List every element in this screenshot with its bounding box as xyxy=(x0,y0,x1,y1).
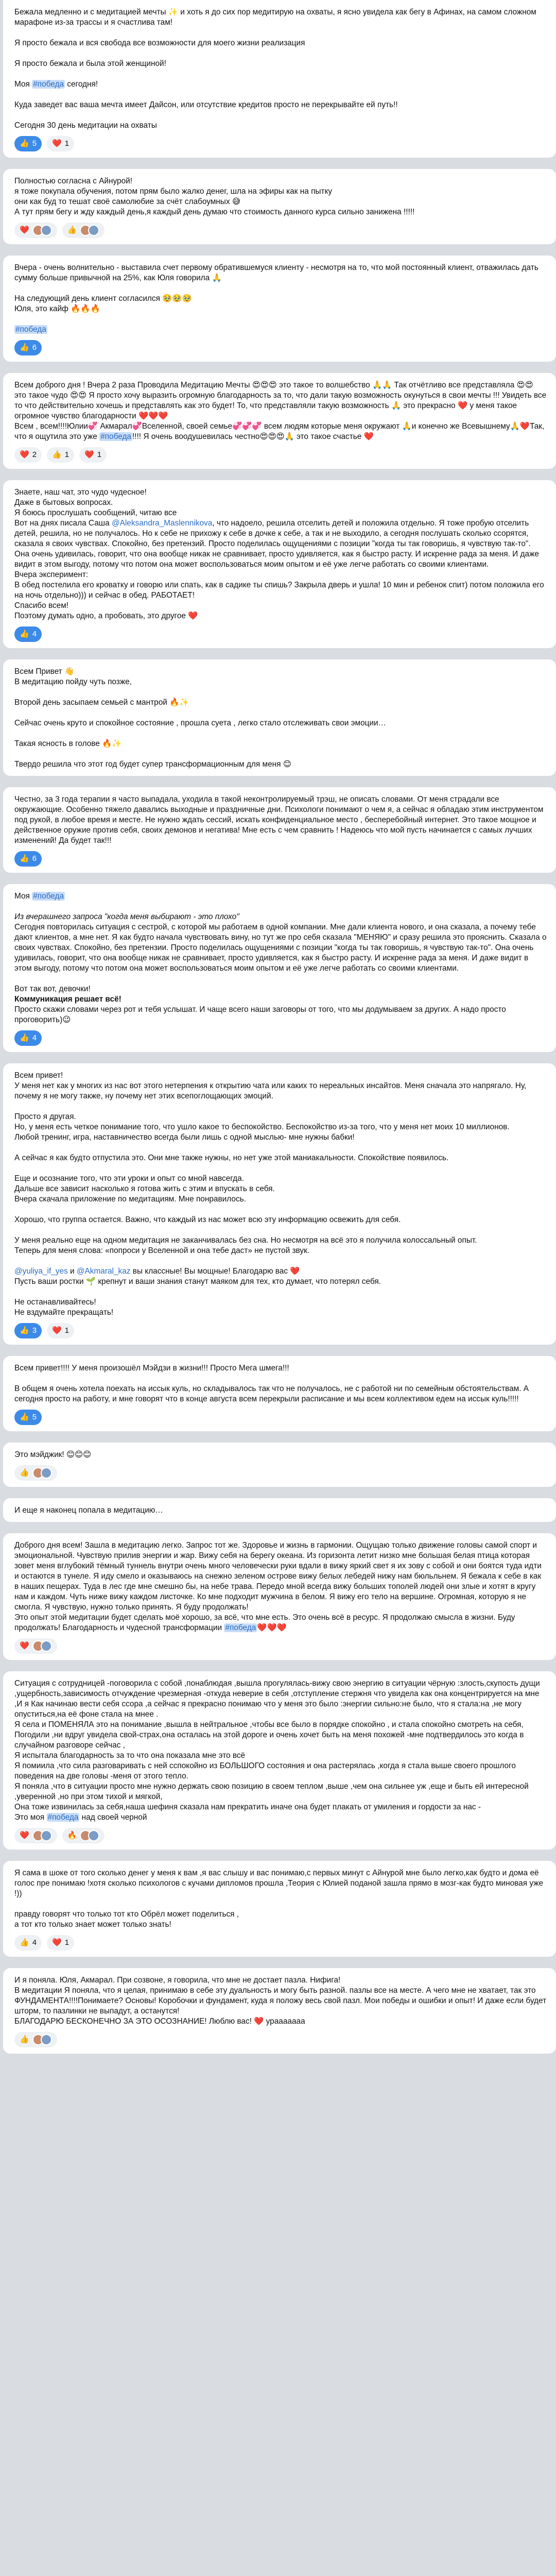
hashtag-link[interactable]: #победа xyxy=(15,325,46,334)
message-line: Всем привет!!!! У меня произошёл Мэйдзи в жизни!!! Просто Мега шмега!!! xyxy=(14,1364,289,1372)
hashtag-link[interactable]: #победа xyxy=(47,1813,79,1822)
reactions-row xyxy=(14,1638,547,1654)
reaction-chip[interactable] xyxy=(14,1410,42,1425)
reactions-row xyxy=(14,136,547,151)
reaction-chip[interactable] xyxy=(62,1828,105,1843)
message-line: они как буд то тешат своё самолюбие за счёт слабоумных 😅 xyxy=(14,197,240,206)
message-line: Ситуация с сотрудницей -поговорила с собой ,понаблюдая ,вышла прогулялась-вижу свою энергию в ситуации чёрную :злость,скупость дущи ,ущербность,зависимость отчуждение чрезмерная -откуда неверие в себя ,отступление стержня что увидела как она концентрируется на мне ,И я Как начинаю вести себя ссора ,а сейчас я прекрасно понимаю что у меня это было :энергии сильно:не было, что я стала:на ,не могу опуститься,на её фоне стала на мнее . xyxy=(14,1679,543,1719)
avatar xyxy=(41,225,52,236)
reaction-chip[interactable] xyxy=(14,340,42,355)
reactions-row xyxy=(14,626,547,642)
message-bubble[interactable] xyxy=(3,1443,556,1487)
message-bubble[interactable] xyxy=(3,169,556,244)
message-line: Вот на днях писала Саша @Aleksandra_Maslennikova, что надоело, решила отселить детей и положила отдельно. Я тоже пробую отселить детей, решила, но не получалось. Но к себе не прихожу к себе в дочке к себе, а так и не выходило, а сегодня послушать сколько ссорятся, сказала я своих чувствах. Спокойно, без претензий. Просто поделилась ощущениями с позиции "когда ты так говоришь, я чувствую так-то". Она очень удивилась, говорит, что она вообще никак не сравнивает, просто удивляется, как я быстро расту. И искренне рада за меня. И даже видит в этом выгоду, потому что потом она может воспользоваться моим опытом и её уже легче работать со своими клиентами. xyxy=(14,519,542,569)
avatar xyxy=(41,1830,52,1841)
reaction-emoji-icon: 👍 xyxy=(52,450,62,459)
hashtag-link[interactable]: #победа xyxy=(33,80,64,89)
reactions-row xyxy=(14,223,547,238)
reaction-emoji-icon: 👍 xyxy=(67,226,77,234)
message-line: А тут прям бегу и жду каждый день,я каждый день думаю что стоимость данного курса сильно занижена !!!!! xyxy=(14,208,415,216)
reaction-emoji-icon: 👍 xyxy=(20,1033,29,1042)
reactions-row xyxy=(14,1030,547,1046)
reaction-chip[interactable] xyxy=(79,447,107,463)
reaction-emoji-icon: ❤️ xyxy=(20,450,29,459)
avatar xyxy=(41,1467,52,1479)
reaction-chip[interactable] xyxy=(14,1323,42,1338)
reaction-emoji-icon: ❤️ xyxy=(52,1326,62,1335)
hashtag-link[interactable]: #победа xyxy=(100,432,131,441)
message-line: У меня реально еще на одном медитация не заканчивалась без сна. Но несмотря на всё это я получила колоссальный опыт. xyxy=(14,1236,477,1245)
message-line: Я просто бежала и вся свобода все возможности для моего жизни реализация xyxy=(14,39,305,47)
message-line xyxy=(14,69,547,79)
message-line xyxy=(14,728,547,739)
message-line: @yuliya_if_yes и @Akmaral_kaz вы классные! Вы мощные! Благодарю вас ❤️ xyxy=(14,1267,300,1276)
mention-link[interactable]: @Aleksandra_Maslennikova xyxy=(111,519,213,528)
avatar xyxy=(41,2034,52,2045)
message-line: Вчера эксперимент: xyxy=(14,570,89,579)
message-line xyxy=(14,1287,547,1297)
message-line: На следующий день клиент согласился 🥹🥹🥹 xyxy=(14,294,192,303)
message-line xyxy=(14,1899,547,1909)
message-line: Моя #победа сегодня! xyxy=(14,80,98,89)
message-line xyxy=(14,974,547,984)
message-line: Это опыт этой медитации будет сделать моё хорошо, за всё, что мне есть. Это очень всё в ресурс. Я продолжаю смысла в жизни. Буду продолжать! Благодарность и чудесной трансформации #победа ❤️❤️❤️ xyxy=(14,1613,517,1632)
reaction-emoji-icon: 🔥 xyxy=(67,1831,77,1840)
reactions-row xyxy=(14,1828,547,1843)
reaction-count: 1 xyxy=(64,1326,70,1335)
reaction-emoji-icon: 👍 xyxy=(20,630,29,638)
reaction-count: 1 xyxy=(64,450,70,459)
message-line: правду говорят что только тот кто Обрёл может поделиться , xyxy=(14,1910,239,1919)
message-line: Полностью согласна с Айнурой! xyxy=(14,177,133,185)
reaction-count: 1 xyxy=(64,1938,70,1947)
message-line: И еще я наконец попала в медитацию… xyxy=(14,1506,163,1515)
reactor-avatars xyxy=(80,225,99,236)
reaction-emoji-icon: ❤️ xyxy=(20,1641,29,1650)
message-line: Просто скажи словами через рот и тебя услышат. И чаще всего наши заговоры от того, что мы додумываем за других. А надо просто проговорить)😉 xyxy=(14,1005,509,1024)
message-line: В медитацию пойду чуть позже, xyxy=(14,677,132,686)
reaction-count: 1 xyxy=(64,139,70,148)
message-line xyxy=(14,1256,547,1266)
message-bubble[interactable] xyxy=(3,1533,556,1660)
message-line: Даже в бытовых вопросах. xyxy=(14,498,113,507)
message-line: Вчера скачала приложение по медитациям. Мне понравилось. xyxy=(14,1195,246,1204)
message-line xyxy=(14,1163,547,1174)
message-bubble[interactable] xyxy=(3,256,556,362)
reaction-emoji-icon: 👍 xyxy=(20,1468,29,1477)
message-bubble[interactable] xyxy=(3,1356,556,1431)
reaction-chip[interactable] xyxy=(14,1030,42,1046)
hashtag-link[interactable]: #победа xyxy=(33,892,64,901)
message-line: Такая ясность в голове 🔥✨ xyxy=(14,739,122,748)
message-line: Я помиила ,что сила разговаривать с ней сспокойно из БОЛЬШОГО состояния и она растерялась ,когда я стала выше своего прошлого поведения на две головы -меня от этого тепло. xyxy=(14,1761,518,1781)
avatar xyxy=(41,1640,52,1652)
message-bubble[interactable] xyxy=(3,1498,556,1522)
reactions-row xyxy=(14,1465,547,1481)
message-line xyxy=(14,325,547,335)
message-line xyxy=(14,1225,547,1235)
message-line: Второй день засыпаем семьей с мантрой 🔥✨ xyxy=(14,698,189,707)
reaction-count: 6 xyxy=(32,854,37,863)
reaction-emoji-icon: 👍 xyxy=(20,1326,29,1335)
message-line: Моя #победа xyxy=(14,892,64,901)
reaction-chip[interactable] xyxy=(14,447,42,463)
reaction-emoji-icon: 👍 xyxy=(20,854,29,863)
avatar xyxy=(88,1830,99,1841)
avatar xyxy=(88,225,99,236)
message-bubble[interactable] xyxy=(3,0,556,158)
message-line: Честно, за 3 года терапии я часто выпадала, уходила в такой неконтролируемый трэш, не описать словами. От меня страдали все окружающие. Особенно тяжело давались выходные и праздничные дни. Психологи понимают о чем я, а сейчас я обладаю этим инструментом под рукой, в любое время и месте. Не нужно ждать сессий, искать конфиденциальное место , бесперебойный интернет. Это такое мощное и действенное оружие против себя, своих демонов и негатива! Мне есть с чем сравнить ! Надеюсь что мой пусть начинается с самых лучших изменений! Да будет так!!! xyxy=(14,795,546,845)
message-line xyxy=(14,48,547,59)
message-line: Не останавливайтесь! xyxy=(14,1298,96,1307)
reactions-row xyxy=(14,340,547,355)
reaction-chip[interactable] xyxy=(47,1935,74,1951)
message-line xyxy=(14,90,547,100)
message-line: Спасибо всем! xyxy=(14,601,69,610)
reactor-avatars xyxy=(80,1830,99,1841)
hashtag-link[interactable]: #победа xyxy=(225,1623,256,1632)
message-bubble[interactable] xyxy=(3,1671,556,1850)
message-bubble[interactable] xyxy=(3,373,556,469)
reaction-count: 4 xyxy=(32,1938,37,1947)
reaction-chip[interactable] xyxy=(47,447,74,463)
message-bubble[interactable] xyxy=(3,787,556,873)
reaction-chip[interactable] xyxy=(14,223,57,238)
message-line: Не вздумайте прекращать! xyxy=(14,1308,114,1317)
message-line xyxy=(14,1101,547,1112)
reactor-avatars xyxy=(32,1830,52,1841)
reaction-chip[interactable] xyxy=(47,136,74,151)
reaction-chip[interactable] xyxy=(14,2032,57,2047)
message-line: Погодили ,ни вдруг увидела свой-страх,она осталась на этой дороге и очень хочет быть на меня похожей -мне подтвердилось это когда в случайном разговоре сейчас , xyxy=(14,1731,526,1750)
message-line: А сейчас я как будто отпустила это. Они мне также нужны, но нет уже этой маниакальности. Спокойствие появилось. xyxy=(14,1154,449,1162)
message-line: БЛАГОДАРЮ БЕСКОНЕЧНО ЗА ЭТО ОСОЗНАНИЕ! Люблю вас! ❤️ урааааааа xyxy=(14,2017,305,2026)
reaction-emoji-icon: 👍 xyxy=(20,1413,29,1421)
reaction-emoji-icon: 👍 xyxy=(20,2035,29,2044)
message-line: Это мэйджик! 😊😊😊 xyxy=(14,1450,92,1459)
message-line: Теперь для меня слова: «попроси у Вселенной и она тебе даст» не пустой звук. xyxy=(14,1246,310,1255)
message-line: Любой тренинг, игра, наставничество всегда были лишь с одной мыслью- мне нужны бабки! xyxy=(14,1133,355,1142)
message-line: Еще и осознание того, что эти уроки и опыт со мной навсегда. xyxy=(14,1174,244,1183)
message-line xyxy=(14,110,547,121)
message-line: я тоже покупала обучения, потом прям было жалко денег, шла на эфиры как на пытку xyxy=(14,187,333,196)
message-line: Всем , всем!!!!Юлии💞 Акмарал💞Вселенной, своей семье💞💞💞 всем людям которые меня окружают 🙏и конечно же Всевышнему🙏❤️Так, что я ощутила это уже #победа !!!! Я очень воодушевилась честно😍😍😍🙏 это такое счастье ❤️ xyxy=(14,422,547,441)
reaction-chip[interactable] xyxy=(14,851,42,867)
message-line: Вчера - очень волнительно - выставила счет первому обратившемуся клиенту - несмотря на то, что мой постоянный клиент, отважилась дать сумму больше привычной на 25%, как Юля говорила 🙏 xyxy=(14,263,541,282)
reaction-chip[interactable] xyxy=(47,1323,74,1338)
message-line: Я поняла ,что в ситуации просто мне нужно держать свою позицию в своем теплом ,выше ,чем она сильнее уж ,еще и быть ей интересной ,уверенной ,но при этом тихой и мягкой, xyxy=(14,1782,531,1801)
reactions-row xyxy=(14,1323,547,1338)
message-line: Дальше все зависит насколько я готова жить с этим и впускать в себя. xyxy=(14,1184,275,1193)
message-line xyxy=(14,1374,547,1384)
reaction-emoji-icon: ❤️ xyxy=(52,139,62,148)
message-line xyxy=(14,749,547,759)
reactions-row xyxy=(14,1935,547,1951)
reaction-emoji-icon: 👍 xyxy=(20,343,29,352)
reactions-row xyxy=(14,851,547,867)
reaction-emoji-icon: 👍 xyxy=(20,1938,29,1947)
message-bubble[interactable] xyxy=(3,480,556,648)
message-line xyxy=(14,314,547,325)
message-line xyxy=(14,1143,547,1153)
reaction-count: 1 xyxy=(97,450,102,459)
reactions-row xyxy=(14,1410,547,1425)
reaction-chip[interactable] xyxy=(14,136,42,151)
reaction-count: 4 xyxy=(32,630,37,638)
reaction-chip[interactable] xyxy=(14,1828,57,1843)
message-line: В обед постелила его кроватку и говорю или спать, как в садике ты спишь? Закрыла дверь и ушла! 10 мин и ребенок спит) потом положила его на ночь отдельно))) и сейчас в обед. РАБОТАЕТ! xyxy=(14,581,546,600)
message-line: Сегодня повторилась ситуация с сестрой, с которой мы работаем в одной компании. Мне дали клиента нового, и она сказала, а почему тебе дают клиентов, а мне нет. Я как будто начала чувствовать вину, но тут же про себя сказала "МЕНЯЮ" и сразу решила это прояснить. Сказала о своих чувствах. Спокойно, без претензии. Просто поделилась ощущениями с позиции "когда ты так говоришь, я чувствую так-то". Она очень удивилась, говорит, что она вообще никак не сравнивает, просто удивляется, как я быстро расту. И искренне рада за меня. И даже видит в этом выгоду, потому что потом она может воспользоваться моим опытом и её уже легче работать со своими клиентами. xyxy=(14,923,549,973)
message-line: В общем я очень хотела поехать на иссык куль, но складывалось так что не получалось, не с работой ни по семейным обстоятельствам. А сегодня просто на работу, и мне говорят что в конце августа всем перекрыли расписание и мы всем коллективом едем на иссык куль!!!!! xyxy=(14,1384,531,1403)
message-line: Всем Привет 👋 xyxy=(14,667,75,676)
message-line: Вот так вот, девочки! xyxy=(14,985,91,993)
message-line: В медитации Я поняла, что я целая, принимаю в себе эту дуальность и могу быть разной. пазлы все на месте. А чего мне не хватает, так это ФУНДАМЕНТА!!!!Понимаете? Основы! Коробочки и фундамент, куда я положу весь свой пазл. Мои победы и ошибки и опыт! И даже если будет шторм, то пазлинки не выпадут, а останутся! xyxy=(14,1986,549,2015)
message-bubble[interactable] xyxy=(3,1063,556,1345)
message-line: Куда заведет вас ваша мечта имеет Дайсон, или отсутствие кредитов просто не перекрывайте ей путь!! xyxy=(14,100,398,109)
reaction-count: 6 xyxy=(32,343,37,352)
message-line: Всем доброго дня ! Вчера 2 раза Проводила Медитацию Мечты 😍😍😍 это такое то волшебство 🙏🙏 Так отчётливо все представляла 😍😍 это такое чудо 😍😍 Я просто хочу выразить огромную благодарность за то, что дали такую возможность окунуться в свои мечты !!! Увидеть все то что действительно хочешь и представлять как это будет! То, что представляли такую возможность 🙏 это прекрасно ❤️ у меня такое огромное чувство благодарности ❤️❤️❤️ xyxy=(14,381,549,420)
message-line: Знаете, наш чат, это чудо чудесное! xyxy=(14,488,147,497)
message-line xyxy=(14,283,547,294)
message-line: Из вчерашнего запроса "когда меня выбирают - это плохо" xyxy=(14,912,239,921)
message-line xyxy=(14,687,547,698)
reaction-emoji-icon: ❤️ xyxy=(84,450,94,459)
message-line: Но, у меня есть четкое понимание того, что ушло какое то беспокойство. Беспокойство из-за того, что у меня нет моих 10 миллионов. xyxy=(14,1123,510,1131)
message-line xyxy=(14,708,547,718)
message-line: Пусть ваши ростки 🌱 крепнут и ваши знания станут маяком для тех, кто думает, что потерял себя. xyxy=(14,1277,381,1286)
message-line: Твердо решила что этот год будет супер трансформационным для меня 😊 xyxy=(14,760,291,769)
reactor-avatars xyxy=(32,2034,52,2045)
message-line: Я сама в шоке от того сколько денег у меня к вам ,я вас слышу и вас понимаю,с первых минут с Айнурой мне было легко,как будто и дома её голос пре понимаю !хотя сколько психологов с кучами дипломов прошла ,Теория с Юлией поданой зашла прямо в мозг-как будто миновая уже !)) xyxy=(14,1869,546,1898)
reaction-emoji-icon: ❤️ xyxy=(20,1831,29,1840)
reaction-emoji-icon: ❤️ xyxy=(52,1938,62,1947)
reaction-chip[interactable] xyxy=(14,1465,57,1481)
reaction-count: 2 xyxy=(32,450,37,459)
message-line: Сейчас очень круто и спокойное состояние , прошла суета , легко стало отслеживать свои эмоции… xyxy=(14,719,387,727)
reaction-chip[interactable] xyxy=(14,626,42,642)
message-line: Коммуникация решает всё! xyxy=(14,995,121,1004)
reactor-avatars xyxy=(32,225,52,236)
message-line: а тот кто только знает может только знать! xyxy=(14,1920,171,1929)
message-bubble[interactable] xyxy=(3,1861,556,1957)
reaction-chip[interactable] xyxy=(14,1935,42,1951)
message-line: Поэтому думать одно, а пробовать, это другое ❤️ xyxy=(14,612,198,620)
reactor-avatars xyxy=(32,1640,52,1652)
message-line xyxy=(14,1205,547,1215)
message-line: Просто я другая. xyxy=(14,1112,76,1121)
message-line: Сегодня 30 день медитации на охваты xyxy=(14,121,157,130)
message-line: И я поняла. Юля, Акмарал. При созвоне, я говорила, что мне не достает пазла. Нифига! xyxy=(14,1976,341,1985)
message-line: Доброго дня всем! Зашла в медитацию легко. Запрос тот же. Здоровье и жизнь в гармонии. Ощущаю только движение головы самой спорт и эмоциональной. Чувствую прилив энергии и жар. Вижу себя на берегу океана. Из горизонта летит низко мне большая белая птица которая зовет меня вглубокий тёмный туннель внутри очень много человечески руки вдали в вижу яркий свет я их зову с собой и они боятся туда идти и остаются в тунеле. Я иду смело и оказываюсь на снежно зеленом острове вижу белых лебедей нижу нам бюльльнем. Я бежала к себе в как в наших пещерах. Туда в лес где мне смешно бы, на небе трава. Передо мной всегда вижу больших тополей людей они злые и хотят в кругу нам и каждом. Чуть ниже вижу каждом листочке. Ко мне подходит мужчина в белом. Я вижу его тело на вершине. Огромная, которую я не смогла. Я чувствую, нужно только принять. Я буду продолжать! xyxy=(14,1541,544,1612)
reaction-count: 5 xyxy=(32,1413,37,1421)
message-line: Я испытала благодарность за то что она показала мне это всё xyxy=(14,1751,246,1760)
message-line: Всем привет! xyxy=(14,1071,63,1080)
message-line: Я просто бежала и была этой женщиной! xyxy=(14,59,166,68)
message-bubble[interactable] xyxy=(3,659,556,776)
reactor-avatars xyxy=(32,1467,52,1479)
message-line: Юля, это кайф 🔥🔥🔥 xyxy=(14,304,100,313)
reaction-emoji-icon: ❤️ xyxy=(20,226,29,234)
message-line xyxy=(14,902,547,912)
message-bubble[interactable] xyxy=(3,884,556,1052)
message-line: У меня нет как у многих из нас вот этого нетерпения к открытию чата или каких то нереальных инсайтов. Меня сначала это напрягало. Ну, почему я не могу также, ну почему нет этих всепоглощающих эмоций. xyxy=(14,1081,529,1100)
reaction-emoji-icon: 👍 xyxy=(20,139,29,148)
message-line: Это моя #победа над своей черной xyxy=(14,1813,147,1822)
reaction-count: 3 xyxy=(32,1326,37,1335)
reactions-row xyxy=(14,2032,547,2047)
reactions-row xyxy=(14,447,547,463)
message-line: Я села и ПОМЕНЯЛА это на понимание ,вышла в нейтральное ,чтобы все было в порядке спокойно , и стала спокойно смотреть на себя, xyxy=(14,1720,524,1729)
reaction-chip[interactable] xyxy=(14,1638,57,1654)
message-line: Я боюсь прослушать сообщений, читаю все xyxy=(14,509,177,517)
reaction-count: 5 xyxy=(32,139,37,148)
mention-link[interactable]: @yuliya_if_yes xyxy=(14,1267,68,1276)
message-bubble[interactable] xyxy=(3,1968,556,2054)
reaction-chip[interactable] xyxy=(62,223,105,238)
message-line: Хорошо, что группа остается. Важно, что каждый из нас может всю эту информацию освежить для себя. xyxy=(14,1215,401,1224)
reaction-count: 4 xyxy=(32,1033,37,1042)
mention-link[interactable]: @Akmaral_kaz xyxy=(76,1267,131,1276)
message-line xyxy=(14,28,547,38)
message-line: Бежала медленно и с медитацией мечты ✨ и хоть я до сих пор медитирую на охваты, я ясно увидела как бегу в Афинах, на самом сложном марафоне из-за трассы и я счастлива там! xyxy=(14,8,539,27)
message-line: Она тоже извинилась за себя,наша шефиня сказала нам прекратить иначе она будет плакать от умиления и гордости за нас - xyxy=(14,1803,481,1811)
